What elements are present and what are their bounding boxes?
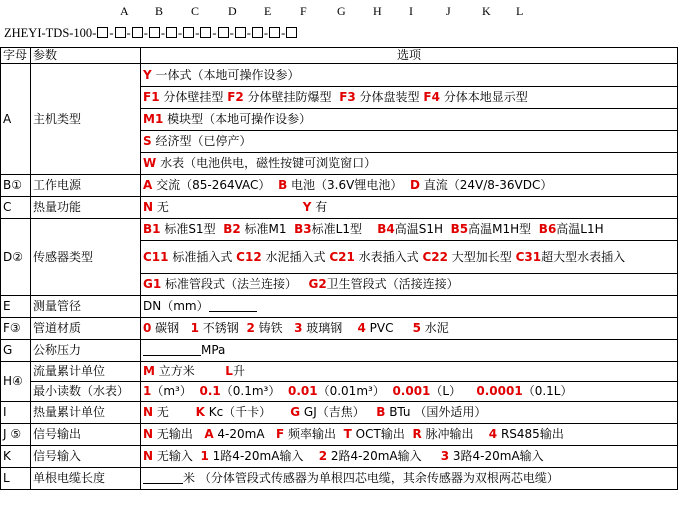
column-letter: G [337, 4, 346, 18]
option-item [196, 405, 291, 419]
row-h-param-1: 流量累计单位 [31, 362, 141, 382]
option-item [278, 178, 410, 192]
option-code: 1 [200, 449, 209, 463]
option-text: 高温M1H型 [468, 222, 539, 236]
option-item [201, 449, 319, 463]
model-separator: - [281, 26, 286, 40]
row-h-options-1 [141, 362, 678, 382]
option-item [392, 384, 476, 398]
model-separator: - [126, 26, 131, 40]
option-text: （0.1m³） [220, 384, 288, 398]
option-code: N [143, 449, 154, 463]
option-code: 5 [412, 321, 421, 335]
option-text: 电池（3.6V锂电池） [287, 178, 410, 192]
option-item [204, 427, 276, 441]
dn-prefix: DN（mm） [143, 299, 209, 313]
row-c-code: C [1, 197, 31, 219]
option-code: D [409, 178, 420, 192]
option-item [143, 68, 300, 82]
row-d-line-2 [141, 241, 678, 274]
option-text: 3路4-20mA输入 [449, 449, 544, 463]
option-code: B4 [377, 222, 395, 236]
pressure-unit: MPa [201, 343, 226, 357]
option-code: B3 [294, 222, 312, 236]
option-item [423, 90, 527, 104]
model-code-box [97, 27, 108, 38]
row-c-param: 热量功能 [31, 197, 141, 219]
option-text: 1路4-20mA输入 [208, 449, 319, 463]
option-text: 一体式（本地可操作设参） [151, 67, 300, 82]
model-code-box [252, 27, 263, 38]
option-item [246, 321, 294, 335]
option-item [344, 427, 413, 441]
option-code: Y [143, 67, 152, 82]
row-b [1, 175, 678, 197]
option-item [191, 321, 247, 335]
row-j [1, 424, 678, 446]
option-text: 直流（24V/8-36VDC） [419, 178, 553, 192]
option-code: M [143, 364, 155, 378]
option-item [143, 427, 204, 441]
column-letter: E [264, 4, 272, 18]
option-item [143, 250, 236, 264]
option-item [236, 250, 329, 264]
option-text: 分体盘装型 [355, 90, 424, 104]
row-c-options [141, 197, 678, 219]
option-code: W [143, 156, 157, 170]
model-prefix: ZHEYI-TDS-100 [4, 26, 93, 40]
model-code-box [200, 27, 211, 38]
option-code: C31 [515, 249, 542, 264]
option-code: A [143, 178, 153, 192]
option-code: G2 [308, 277, 327, 291]
option-text: （L） [430, 384, 477, 398]
model-code-box [269, 27, 280, 38]
row-e [1, 296, 678, 318]
row-d [1, 219, 678, 241]
row-a-code: A [1, 64, 31, 175]
option-text: 分体壁挂防爆型 [243, 90, 340, 104]
option-item [288, 384, 392, 398]
column-letter: D [228, 4, 237, 18]
model-code-box [115, 27, 126, 38]
option-item [476, 384, 572, 398]
option-text: 无输出 [153, 427, 205, 441]
option-code: 0.001 [392, 384, 431, 398]
option-code: F3 [339, 90, 356, 104]
option-item [143, 449, 201, 463]
option-item [319, 449, 441, 463]
model-separator: - [229, 26, 234, 40]
row-j-code: J ⑤ [1, 424, 31, 446]
option-item [143, 321, 191, 335]
option-item [143, 112, 311, 126]
option-code: K [195, 405, 205, 419]
option-text: 模块型（本地可操作设参） [163, 112, 312, 126]
row-a-line-1 [141, 64, 678, 87]
row-k [1, 446, 678, 468]
option-item [225, 364, 245, 378]
row-e-code: E [1, 296, 31, 318]
option-text: 卫生管段式（活接连接） [326, 277, 459, 291]
option-code: C22 [422, 249, 448, 264]
row-a [1, 64, 678, 87]
model-separator: - [212, 26, 217, 40]
option-text: 碳钢 [151, 321, 191, 335]
option-item [329, 250, 422, 264]
option-item [227, 90, 339, 104]
row-i [1, 402, 678, 424]
row-j-param: 信号输出 [31, 424, 141, 446]
option-code: 1 [190, 321, 199, 335]
row-e-param: 测量管径 [31, 296, 141, 318]
pressure-blank [143, 344, 201, 356]
option-text: 超大型水表插入 [541, 249, 626, 264]
row-a-line-2 [141, 87, 678, 109]
model-separator: - [263, 26, 269, 40]
column-letter-row [0, 4, 680, 20]
row-a-line-5 [141, 153, 678, 175]
row-e-options [141, 296, 678, 318]
option-item [358, 321, 413, 335]
option-text: 高温S1H [394, 222, 451, 236]
option-text: 玻璃钢 [302, 321, 358, 335]
option-text: （m³） [151, 384, 200, 398]
model-separator: - [143, 26, 148, 40]
option-code: C11 [143, 249, 169, 264]
model-separator: - [195, 26, 200, 40]
column-letter: C [191, 4, 200, 18]
option-code: L [225, 364, 233, 378]
column-letter: J [446, 4, 451, 18]
row-b-code: B① [1, 175, 31, 197]
column-letter: B [155, 4, 164, 18]
option-text: 交流（85-264VAC） [152, 178, 279, 192]
cable-length-blank [143, 472, 183, 484]
row-h-options-2 [141, 382, 678, 402]
row-b-options [141, 175, 678, 197]
option-text: 高温L1H [556, 222, 604, 236]
row-l-param: 单根电缆长度 [31, 468, 141, 490]
option-text: 升 [232, 364, 245, 378]
model-code-template [4, 26, 298, 44]
option-text: 经济型（已停产） [151, 134, 252, 148]
option-code: 2 [318, 449, 328, 463]
option-text: RS485输出 [497, 427, 564, 441]
option-code: C21 [329, 249, 355, 264]
row-d-param: 传感器类型 [31, 219, 141, 296]
option-item [294, 321, 357, 335]
option-code: M1 [143, 112, 164, 126]
option-item [143, 178, 278, 192]
row-h [1, 362, 678, 382]
option-text: Kc（千卡） [204, 405, 291, 419]
model-code-box [166, 27, 177, 38]
option-code: T [343, 427, 352, 441]
option-code: B2 [223, 222, 241, 236]
model-code-box [235, 27, 246, 38]
row-g-param: 公称压力 [31, 340, 141, 362]
option-code: N [143, 427, 154, 441]
option-text: 铸铁 [254, 321, 295, 335]
option-code: 0.1 [199, 384, 221, 398]
row-f [1, 318, 678, 340]
option-y: Y 有 [302, 200, 328, 214]
option-text: （0.01m³） [317, 384, 393, 398]
option-item [422, 250, 515, 264]
row-k-param: 信号输入 [31, 446, 141, 468]
option-code: B1 [143, 222, 161, 236]
header-param: 参数 [31, 48, 141, 64]
model-code-box [132, 27, 143, 38]
header-code: 字母 [1, 48, 31, 64]
option-item [376, 405, 486, 419]
option-text: 脉冲输出 [421, 427, 489, 441]
row-a-line-4 [141, 131, 678, 153]
option-code: R [412, 427, 422, 441]
row-h-param-2: 最小读数（水表） [31, 382, 141, 402]
option-code: 3 [440, 449, 450, 463]
model-code-box [183, 27, 194, 38]
option-code: 1 [143, 384, 152, 398]
row-g [1, 340, 678, 362]
option-code: 0.01 [287, 384, 318, 398]
option-item [276, 427, 344, 441]
option-item [489, 427, 564, 441]
model-separator: - [160, 26, 166, 40]
option-text: 频率输出 [284, 427, 344, 441]
option-code: F4 [423, 90, 440, 104]
cable-length-note: 米 （分体管段式传感器为单根四芯电缆，其余传感器为双根两芯电缆） [183, 471, 559, 485]
option-code: F1 [143, 90, 160, 104]
option-text: PVC [365, 321, 413, 335]
row-i-param: 热量累计单位 [31, 402, 141, 424]
row-h-code: H④ [1, 362, 31, 402]
column-letter: K [482, 4, 491, 18]
option-code: C12 [236, 249, 262, 264]
row-l-code: L [1, 468, 31, 490]
option-code: F2 [227, 90, 244, 104]
option-item [143, 277, 308, 291]
option-code: 4 [357, 321, 366, 335]
option-item [451, 222, 539, 236]
row-f-options [141, 318, 678, 340]
option-item [143, 405, 196, 419]
option-text: OCT输出 [351, 427, 413, 441]
option-code: B5 [450, 222, 469, 236]
option-code: 0 [143, 321, 152, 335]
option-text: 不锈钢 [198, 321, 247, 335]
option-item [143, 384, 200, 398]
row-l-options [141, 468, 678, 490]
option-code: G1 [143, 277, 162, 291]
option-n: N 无 [143, 200, 169, 214]
row-d-line-3 [141, 274, 678, 296]
option-item [413, 321, 449, 335]
option-code: B [376, 405, 386, 419]
row-f-param: 管道材质 [31, 318, 141, 340]
option-item [410, 178, 552, 192]
option-text: 水表（电池供电，磁性按键可浏览窗口） [156, 156, 377, 170]
option-item [143, 134, 251, 148]
model-separator: - [92, 26, 97, 40]
column-letter: A [120, 4, 129, 18]
option-code: F [276, 427, 285, 441]
dn-blank [209, 300, 257, 312]
model-separator: - [178, 26, 183, 40]
row-g-code: G [1, 340, 31, 362]
model-separator: - [246, 26, 251, 40]
model-code-box [149, 27, 160, 38]
option-code: B [278, 178, 288, 192]
row-l [1, 468, 678, 490]
option-item [223, 222, 294, 236]
option-item [200, 384, 288, 398]
row-i-code: I [1, 402, 31, 424]
row-k-options [141, 446, 678, 468]
row-a-param: 主机类型 [31, 64, 141, 175]
option-text: 标准管段式（法兰连接） [161, 277, 309, 291]
column-letter: I [409, 4, 413, 18]
option-text: 立方米 [154, 364, 226, 378]
option-text: 2路4-20mA输入 [327, 449, 441, 463]
option-text: （0.1L） [522, 384, 573, 398]
row-c [1, 197, 678, 219]
row-k-code: K [1, 446, 31, 468]
option-text: GJ（吉焦） [300, 405, 377, 419]
model-separator: - [109, 26, 114, 40]
row-b-param: 工作电源 [31, 175, 141, 197]
option-item [143, 222, 223, 236]
option-code: S [143, 134, 152, 148]
column-letter: L [516, 4, 524, 18]
model-code-box [218, 27, 229, 38]
row-f-code: F③ [1, 318, 31, 340]
option-item [308, 277, 458, 291]
option-item [539, 222, 604, 236]
option-item [294, 222, 377, 236]
column-letter: H [373, 4, 382, 18]
option-text: BTu （国外适用） [385, 405, 487, 419]
option-text: 分体本地显示型 [439, 90, 528, 104]
option-text: 标准插入式 [168, 249, 237, 264]
table-header-row [1, 48, 678, 64]
option-item [143, 364, 225, 378]
column-letter: F [300, 4, 307, 18]
option-code: B6 [538, 222, 557, 236]
model-code-box [286, 27, 297, 38]
option-code: 3 [294, 321, 303, 335]
option-text: 标准M1 [240, 222, 295, 236]
option-item [290, 405, 376, 419]
row-a-line-3 [141, 109, 678, 131]
option-item [143, 90, 227, 104]
option-item [339, 90, 423, 104]
option-item [441, 449, 544, 463]
option-text: 标准L1型 [311, 222, 378, 236]
row-j-options [141, 424, 678, 446]
option-text: 水泥 [420, 321, 449, 335]
option-item [516, 250, 626, 264]
option-text: 标准S1型 [160, 222, 224, 236]
row-i-options [141, 402, 678, 424]
option-text: 水表插入式 [354, 249, 423, 264]
option-text: 分体壁挂型 [159, 90, 228, 104]
option-text: 水泥插入式 [261, 249, 330, 264]
row-d-line-1 [141, 219, 678, 241]
row-g-options [141, 340, 678, 362]
option-item [143, 156, 376, 170]
option-text: 无输入 [153, 449, 201, 463]
option-code: N [143, 405, 154, 419]
option-code: 0.0001 [476, 384, 523, 398]
option-text: 大型加长型 [447, 249, 516, 264]
option-code: G [290, 405, 301, 419]
row-d-code: D② [1, 219, 31, 296]
option-text: 无 [153, 405, 196, 419]
spec-table [0, 47, 678, 490]
option-code: 4 [488, 427, 498, 441]
option-text: 4-20mA [213, 427, 276, 441]
option-item [412, 427, 488, 441]
option-item [377, 222, 450, 236]
option-code: 2 [246, 321, 255, 335]
header-options: 选项 [141, 48, 678, 64]
option-code: A [204, 427, 214, 441]
